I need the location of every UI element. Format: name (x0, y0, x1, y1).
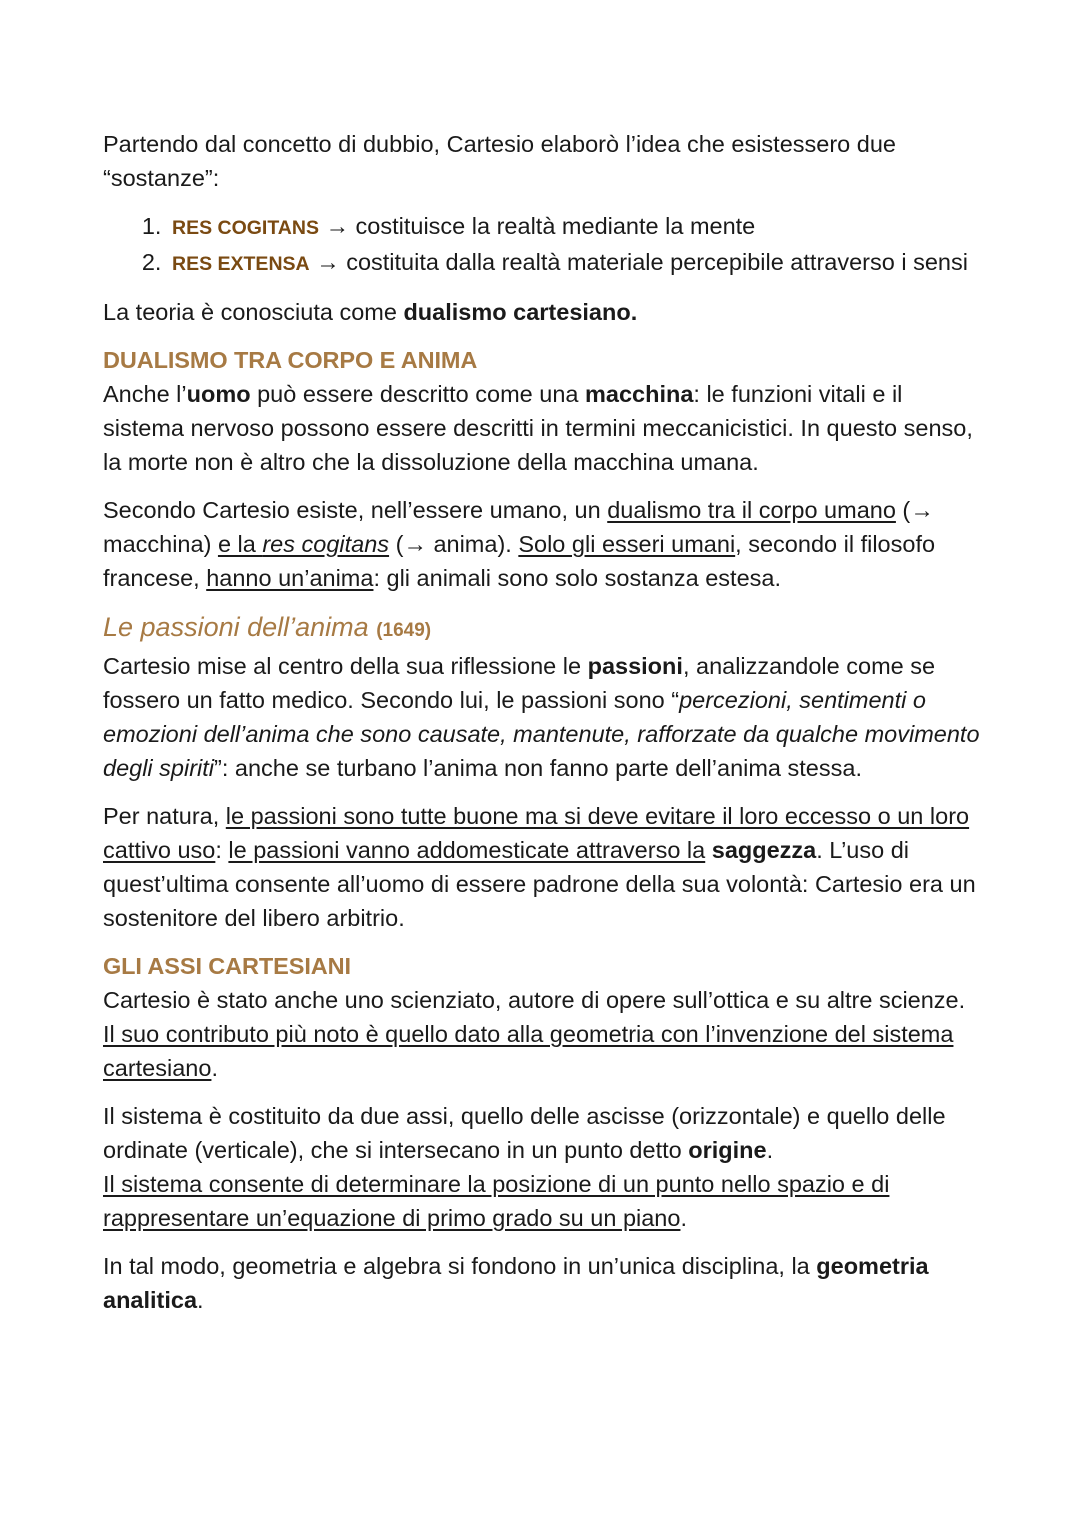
axes-paragraph-3: In tal modo, geometria e algebra si fondono in un’unica disciplina, la geometria analitica. (103, 1253, 929, 1313)
list-item: 2. RES EXTENSA → costituita dalla realtà materiale percepibile attraverso i sensi (168, 245, 983, 281)
passions-paragraph-2: Per natura, le passioni sono tutte buone ma si deve evitare il loro eccesso o un loro cattivo uso: le passioni vanno addomesticate attraverso la saggezza. L’uso di quest’ultima consente all’uomo di essere padrone della sua volontà: Cartesio era un sostenitore del libero arbitrio. (103, 803, 976, 931)
section-heading-dualism: DUALISMO TRA CORPO E ANIMA (103, 347, 478, 373)
axes-paragraph-2: Il sistema è costituito da due assi, quello delle ascisse (orizzontale) e quello delle ordinate (verticale), che si intersecano in un punto detto origine. Il sistema consente di determinare la posizione di un punto nello spazio e di rappresentare un’equazione di primo grado su un piano. (103, 1103, 946, 1231)
intro-paragraph: Partendo dal concetto di dubbio, Cartesio elaborò l’idea che esistessero due “sostanze”: (103, 131, 896, 191)
axes-paragraph-1: Cartesio è stato anche uno scienziato, autore di opere sull’ottica e su altre scienze. Il suo contributo più noto è quello dato alla geometria con l’invenzione del sistema cartesiano. (103, 987, 966, 1081)
passions-year: (1649) (376, 620, 432, 641)
theory-paragraph: La teoria è conosciuta come dualismo cartesiano. (103, 299, 638, 325)
arrow-icon: → (318, 213, 356, 239)
section-heading-axes: GLI ASSI CARTESIANI (103, 953, 351, 979)
dualism-paragraph-2: Secondo Cartesio esiste, nell’essere umano, un dualismo tra il corpo umano (→ macchina) e la res cogitans (→ anima). Solo gli esseri umani, secondo il filosofo francese, hanno un’anima: gli animali sono solo sostanza estesa. (103, 497, 936, 591)
arrow-icon: → (309, 249, 347, 275)
section-heading-passions: Le passioni dell’anima (1649) (103, 612, 432, 642)
passions-paragraph-1: Cartesio mise al centro della sua riflessione le passioni, analizzandole come se fossero un fatto medico. Secondo lui, le passioni sono “percezioni, sentimenti o emozioni dell’anima che sono causate, mantenute, rafforzate da qualche movimento degli spiriti”: anche se turbano l’anima non fanno parte dell’anima stessa. (103, 653, 980, 781)
term-res-extensa: RES EXTENSA (172, 253, 310, 275)
document-page (103, 127, 983, 1331)
term-res-cogitans: RES COGITANS (172, 217, 319, 239)
list-item: 1. RES COGITANS → costituisce la realtà mediante la mente (168, 209, 983, 245)
dualism-paragraph-1: Anche l’uomo può essere descritto come una macchina: le funzioni vitali e il sistema nervoso possono essere descritti in termini meccanicistici. In questo senso, la morte non è altro che la dissoluzione della macchina umana. (103, 381, 973, 475)
substances-list (103, 209, 983, 281)
